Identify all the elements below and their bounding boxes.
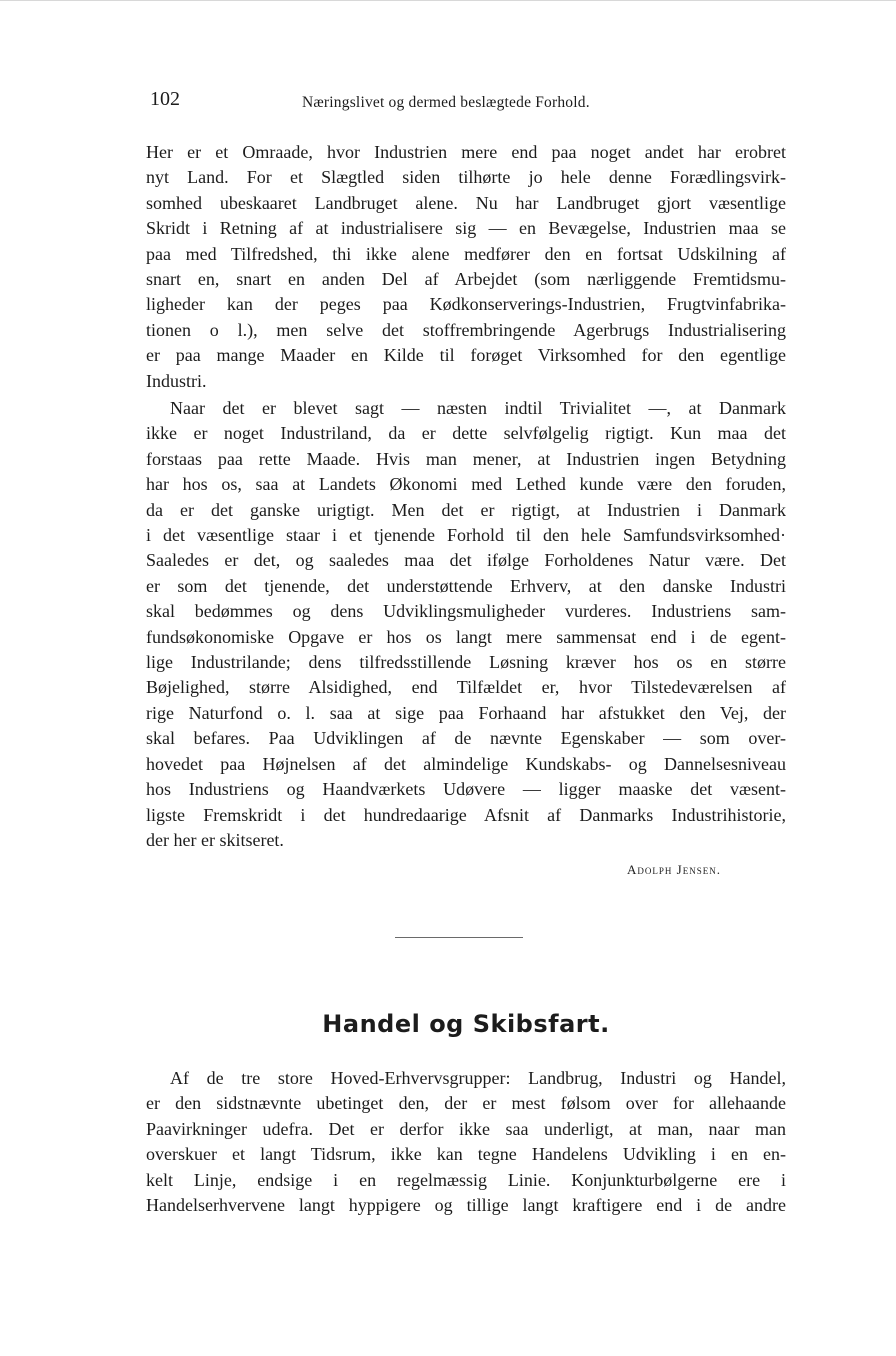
text-line: er den sidstnævnte ubetinget den, der er mest følsom over for allehaande xyxy=(146,1093,786,1114)
paragraph-industry-territory xyxy=(146,140,786,394)
text-line: nyt Land. For et Slægtled siden tilhørte jo hele denne Forædlingsvirk- xyxy=(146,167,786,188)
text-line: er paa mange Maader en Kilde til forøget Virksomhed for den egentlige xyxy=(146,345,786,366)
text-line: ikke er noget Industriland, da er dette selvfølgelig rigtigt. Kun maa det xyxy=(146,423,786,444)
text-line: der her er skitseret. xyxy=(146,829,284,850)
text-line: paa med Tilfredshed, thi ikke alene medfører den en fortsat Udskilning af xyxy=(146,243,786,264)
text-line: ligste Fremskridt i det hundredaarige Afsnit af Danmarks Industrihistorie, xyxy=(146,804,786,825)
text-line: Skridt i Retning af at industrialisere sig — en Bevægelse, Industrien maa se xyxy=(146,218,786,239)
text-line: rige Naturfond o. l. saa at sige paa Forhaand har afstukket den Vej, der xyxy=(146,702,786,723)
page-top-edge xyxy=(0,0,896,15)
author-signature: Adolph Jensen. xyxy=(627,862,721,877)
text-line: Bøjelighed, større Alsidighed, end Tilfældet er, hvor Tilstedeværelsen af xyxy=(146,677,786,698)
text-line: kelt Linje, endsige i en regelmæssig Linie. Konjunkturbølgerne ere i xyxy=(146,1169,786,1190)
text-line: overskuer et langt Tidsrum, ikke kan tegne Handelens Udvikling i en en- xyxy=(146,1144,786,1165)
text-line: da er det ganske urigtigt. Men det er rigtigt, at Industrien i Danmark xyxy=(146,499,786,520)
text-line: Industri. xyxy=(146,370,207,391)
text-line: Handelserhvervene langt hyppigere og tillige langt kraftigere end i de andre xyxy=(146,1195,786,1216)
text-line: hovedet paa Højnelsen af det almindelige Kundskabs- og Dannelsesniveau xyxy=(146,753,786,774)
text-line: lige Industrilande; dens tilfredsstillende Løsning kræver hos os en større xyxy=(146,652,786,673)
text-line: hos Industriens og Haandværkets Udøvere — ligger maaske det væsent- xyxy=(146,779,786,800)
text-line: somhed ubeskaaret Landbruget alene. Nu har Landbruget gjort væsentlige xyxy=(146,192,786,213)
section-heading: Handel og Skibsfart. xyxy=(322,1010,610,1038)
page-number: 102 xyxy=(150,88,180,110)
text-line: forstaas paa rette Maade. Hvis man mener, at Industrien ingen Betydning xyxy=(146,448,786,469)
paragraph-danmark-industriland xyxy=(146,396,786,853)
running-head xyxy=(150,88,790,116)
text-line: Naar det er blevet sagt — næsten indtil Trivialitet —, at Danmark xyxy=(170,398,786,418)
text-line: Paavirkninger udefra. Det er derfor ikke saa underligt, at man, naar man xyxy=(146,1118,786,1139)
text-line: skal befares. Paa Udviklingen af de nævnte Egenskaber — som over- xyxy=(146,728,786,749)
text-line: Af de tre store Hoved-Erhvervsgrupper: Landbrug, Industri og Handel, xyxy=(170,1068,786,1088)
text-line: Her er et Omraade, hvor Industrien mere end paa noget andet har erobret xyxy=(146,142,786,162)
running-head-title: Næringslivet og dermed beslægtede Forhold. xyxy=(302,94,590,111)
text-line: skal bedømmes og dens Udviklingsmuligheder vurderes. Industriens sam- xyxy=(146,601,786,622)
text-line: i det væsentlige staar i et tjenende Forhold til den hele Samfundsvirksomhed· xyxy=(146,525,786,546)
text-line: er som det tjenende, det understøttende Erhverv, at den danske Industri xyxy=(146,575,786,596)
paragraph-handel xyxy=(146,1066,786,1218)
text-line: Saaledes er det, og saaledes maa det ifølge Forholdenes Natur være. Det xyxy=(146,550,786,571)
text-line: snart en, snart en anden Del af Arbejdet (som nærliggende Fremtidsmu- xyxy=(146,269,786,290)
text-line: ligheder kan der peges paa Kødkonserverings-Industrien, Frugtvinfabrika- xyxy=(146,294,786,315)
text-line: har hos os, saa at Landets Økonomi med Lethed kunde være den foruden, xyxy=(146,474,786,495)
text-line: fundsøkonomiske Opgave er hos os langt mere sammensat end i de egent- xyxy=(146,626,786,647)
text-line: tionen o l.), men selve det stoffrembringende Agerbrugs Industrialisering xyxy=(146,319,786,340)
section-divider xyxy=(395,937,523,938)
